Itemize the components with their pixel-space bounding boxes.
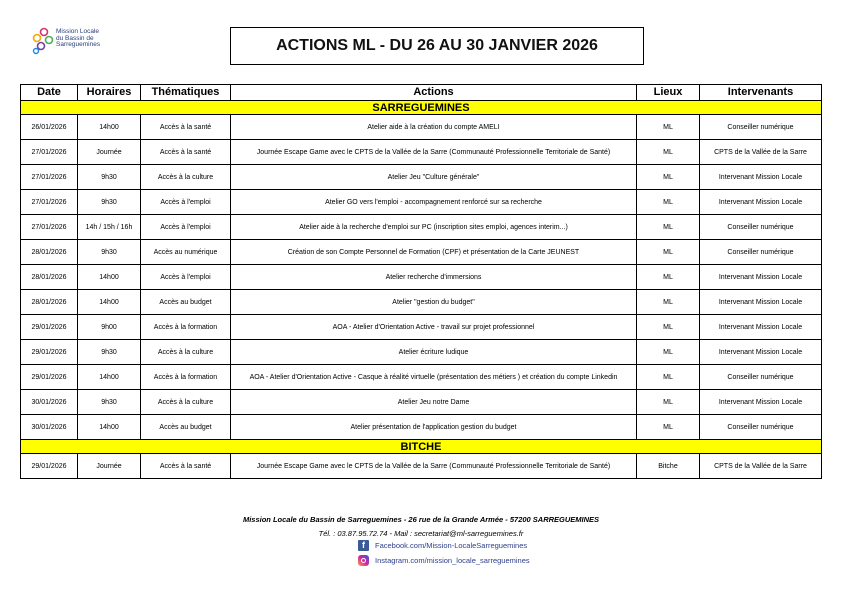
schedule-table — [20, 84, 822, 479]
cell-intervenant: Intervenant Mission Locale — [700, 190, 822, 215]
cell-theme: Accès au budget — [141, 415, 231, 440]
cell-intervenant: CPTS de la Vallée de la Sarre — [700, 454, 822, 479]
section-title: SARREGUEMINES — [21, 101, 822, 115]
cell-lieu: ML — [637, 365, 700, 390]
cell-intervenant: Conseiller numérique — [700, 215, 822, 240]
cell-lieu: ML — [637, 115, 700, 140]
cell-theme: Accès à la formation — [141, 365, 231, 390]
cell-date: 30/01/2026 — [21, 390, 78, 415]
cell-horaire: 14h00 — [78, 365, 141, 390]
cell-intervenant: Intervenant Mission Locale — [700, 340, 822, 365]
table-row — [21, 115, 822, 140]
header-date: Date — [21, 85, 78, 101]
header-intervenants: Intervenants — [700, 85, 822, 101]
header-horaires: Horaires — [78, 85, 141, 101]
cell-intervenant: Conseiller numérique — [700, 240, 822, 265]
cell-horaire: 9h30 — [78, 340, 141, 365]
cell-lieu: ML — [637, 390, 700, 415]
cell-lieu: ML — [637, 265, 700, 290]
cell-intervenant: Conseiller numérique — [700, 115, 822, 140]
cell-action: Atelier aide à la recherche d'emploi sur PC (inscription sites emploi, agences interim...) — [231, 215, 637, 240]
cell-intervenant: Intervenant Mission Locale — [700, 290, 822, 315]
instagram-link[interactable] — [358, 555, 530, 566]
cell-theme: Accès à la culture — [141, 165, 231, 190]
cell-horaire: 14h00 — [78, 415, 141, 440]
cell-theme: Accès au budget — [141, 290, 231, 315]
section-row — [21, 101, 822, 115]
footer-address: Mission Locale du Bassin de Sarreguemines - 26 rue de la Grande Armée - 57200 SARREGUEMINES — [242, 515, 600, 524]
cell-horaire: 9h00 — [78, 315, 141, 340]
cell-action: Atelier "gestion du budget" — [231, 290, 637, 315]
cell-action: Atelier Jeu notre Dame — [231, 390, 637, 415]
cell-horaire: Journée — [78, 140, 141, 165]
header-thematiques: Thématiques — [141, 85, 231, 101]
table-body — [21, 101, 822, 479]
cell-date: 29/01/2026 — [21, 340, 78, 365]
cell-date: 27/01/2026 — [21, 140, 78, 165]
table-row — [21, 290, 822, 315]
facebook-text: Facebook.com/Mission-LocaleSarreguemines — [375, 541, 528, 550]
cell-lieu: ML — [637, 340, 700, 365]
logo-line-2: du Bassin de — [56, 34, 94, 42]
table-row — [21, 454, 822, 479]
table-row — [21, 315, 822, 340]
cell-theme: Accès à l'emploi — [141, 215, 231, 240]
cell-action: Création de son Compte Personnel de Formation (CPF) et présentation de la Carte JEUNEST — [231, 240, 637, 265]
cell-action: Atelier Jeu "Culture générale" — [231, 165, 637, 190]
cell-date: 27/01/2026 — [21, 190, 78, 215]
section-row — [21, 440, 822, 454]
cell-lieu: ML — [637, 190, 700, 215]
cell-action: Journée Escape Game avec le CPTS de la Vallée de la Sarre (Communauté Professionnelle Territoriale de Santé) — [231, 454, 637, 479]
cell-date: 29/01/2026 — [21, 315, 78, 340]
cell-horaire: 9h30 — [78, 165, 141, 190]
cell-intervenant: Conseiller numérique — [700, 415, 822, 440]
cell-intervenant: Intervenant Mission Locale — [700, 165, 822, 190]
page-title: ACTIONS ML - DU 26 AU 30 JANVIER 2026 — [230, 27, 644, 65]
cell-theme: Accès à la santé — [141, 140, 231, 165]
cell-theme: Accès à la culture — [141, 340, 231, 365]
cell-lieu: ML — [637, 415, 700, 440]
table-row — [21, 340, 822, 365]
cell-theme: Accès à la santé — [141, 454, 231, 479]
table-row — [21, 190, 822, 215]
cell-theme: Accès à la formation — [141, 315, 231, 340]
table-row — [21, 140, 822, 165]
cell-date: 28/01/2026 — [21, 265, 78, 290]
cell-lieu: ML — [637, 215, 700, 240]
mission-locale-logo — [32, 26, 132, 66]
cell-date: 28/01/2026 — [21, 290, 78, 315]
cell-action: Atelier GO vers l'emploi - accompagnement renforcé sur sa recherche — [231, 190, 637, 215]
header-actions: Actions — [231, 85, 637, 101]
cell-date: 29/01/2026 — [21, 365, 78, 390]
table-row — [21, 415, 822, 440]
cell-date: 30/01/2026 — [21, 415, 78, 440]
logo-people-icon — [32, 26, 56, 56]
cell-intervenant: Intervenant Mission Locale — [700, 390, 822, 415]
cell-action: Atelier recherche d'immersions — [231, 265, 637, 290]
section-title: BITCHE — [21, 440, 822, 454]
table-row — [21, 265, 822, 290]
logo-text — [56, 29, 100, 49]
cell-lieu: ML — [637, 140, 700, 165]
cell-horaire: Journée — [78, 454, 141, 479]
cell-action: Atelier écriture ludique — [231, 340, 637, 365]
cell-date: 29/01/2026 — [21, 454, 78, 479]
instagram-text: Instagram.com/mission_locale_sarreguemines — [375, 556, 530, 565]
instagram-icon — [358, 555, 369, 566]
cell-lieu: ML — [637, 165, 700, 190]
cell-date: 27/01/2026 — [21, 215, 78, 240]
table-row — [21, 165, 822, 190]
header-lieux: Lieux — [637, 85, 700, 101]
cell-theme: Accès à la santé — [141, 115, 231, 140]
facebook-icon: f — [358, 540, 369, 551]
cell-action: Atelier aide à la création du compte AMELI — [231, 115, 637, 140]
cell-lieu: ML — [637, 290, 700, 315]
table-row — [21, 215, 822, 240]
cell-theme: Accès à la culture — [141, 390, 231, 415]
cell-horaire: 9h30 — [78, 190, 141, 215]
table-row — [21, 365, 822, 390]
facebook-link[interactable] — [358, 540, 527, 551]
cell-lieu: ML — [637, 240, 700, 265]
table-header-row — [21, 85, 822, 101]
cell-date: 26/01/2026 — [21, 115, 78, 140]
table-row — [21, 390, 822, 415]
cell-action: Atelier présentation de l'application gestion du budget — [231, 415, 637, 440]
cell-lieu: ML — [637, 315, 700, 340]
table-row — [21, 240, 822, 265]
cell-intervenant: Intervenant Mission Locale — [700, 315, 822, 340]
cell-action: AOA - Atelier d'Orientation Active - travail sur projet professionnel — [231, 315, 637, 340]
logo-line-3: Sarreguemines — [56, 41, 101, 48]
cell-horaire: 14h / 15h / 16h — [78, 215, 141, 240]
cell-theme: Accès à l'emploi — [141, 190, 231, 215]
cell-theme: Accès à l'emploi — [141, 265, 231, 290]
cell-intervenant: Conseiller numérique — [700, 365, 822, 390]
cell-horaire: 9h30 — [78, 240, 141, 265]
cell-date: 28/01/2026 — [21, 240, 78, 265]
cell-date: 27/01/2026 — [21, 165, 78, 190]
cell-horaire: 14h00 — [78, 290, 141, 315]
footer-contact: Tél. : 03.87.95.72.74 - Mail : secretariat@ml-sarreguemines.fr — [318, 529, 524, 538]
cell-action: AOA - Atelier d'Orientation Active - Casque à réalité virtuelle (présentation des métiers ) et création du compte Linkedin — [231, 365, 637, 390]
cell-action: Journée Escape Game avec le CPTS de la Vallée de la Sarre (Communauté Professionnelle Territoriale de Santé) — [231, 140, 637, 165]
cell-theme: Accès au numérique — [141, 240, 231, 265]
cell-horaire: 14h00 — [78, 265, 141, 290]
logo-line-1: Mission Locale — [56, 28, 99, 35]
cell-horaire: 9h30 — [78, 390, 141, 415]
cell-horaire: 14h00 — [78, 115, 141, 140]
cell-intervenant: Intervenant Mission Locale — [700, 265, 822, 290]
cell-lieu: Bitche — [637, 454, 700, 479]
cell-intervenant: CPTS de la Vallée de la Sarre — [700, 140, 822, 165]
